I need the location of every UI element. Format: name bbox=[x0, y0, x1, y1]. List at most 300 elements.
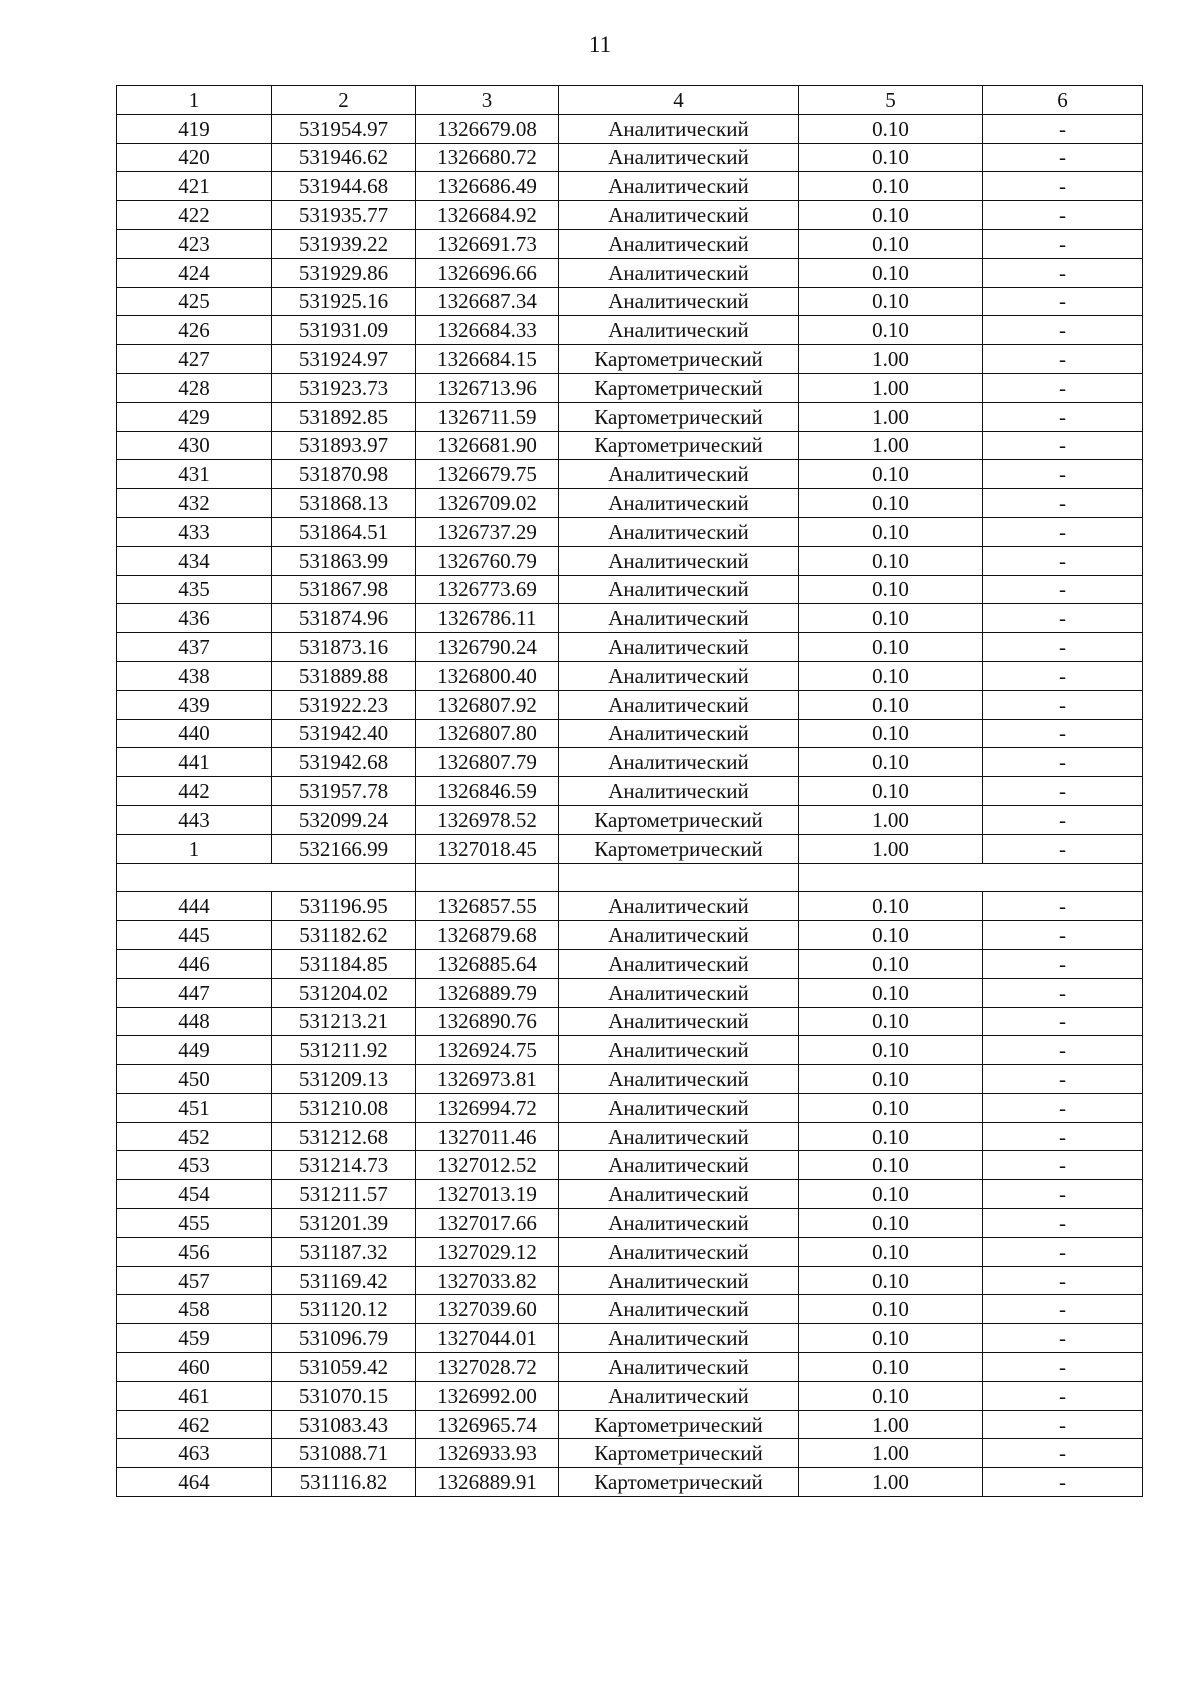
table-row bbox=[117, 575, 1143, 604]
table-row bbox=[117, 1237, 1143, 1266]
x-coordinate-cell: 531059.42 bbox=[272, 1353, 416, 1382]
y-coordinate-cell: 1327018.45 bbox=[416, 834, 559, 863]
x-coordinate-cell: 531204.02 bbox=[272, 978, 416, 1007]
accuracy-cell: 0.10 bbox=[799, 1151, 983, 1180]
table-row bbox=[117, 978, 1143, 1007]
table-row bbox=[117, 287, 1143, 316]
point-number-cell: 462 bbox=[117, 1410, 272, 1439]
column-header: 3 bbox=[416, 86, 559, 115]
y-coordinate-cell: 1327013.19 bbox=[416, 1180, 559, 1209]
accuracy-cell bbox=[799, 863, 983, 892]
y-coordinate-cell: 1326760.79 bbox=[416, 546, 559, 575]
method-cell: Картометрический bbox=[559, 431, 799, 460]
point-number-cell: 464 bbox=[117, 1468, 272, 1497]
method-cell: Аналитический bbox=[559, 719, 799, 748]
accuracy-cell: 0.10 bbox=[799, 661, 983, 690]
accuracy-cell: 1.00 bbox=[799, 834, 983, 863]
accuracy-cell: 0.10 bbox=[799, 201, 983, 230]
x-coordinate-cell: 532166.99 bbox=[272, 834, 416, 863]
accuracy-cell: 1.00 bbox=[799, 431, 983, 460]
x-coordinate-cell: 531212.68 bbox=[272, 1122, 416, 1151]
table-row bbox=[117, 1266, 1143, 1295]
x-coordinate-cell: 531929.86 bbox=[272, 258, 416, 287]
y-coordinate-cell: 1326786.11 bbox=[416, 604, 559, 633]
note-cell: - bbox=[983, 1180, 1143, 1209]
x-coordinate-cell: 531925.16 bbox=[272, 287, 416, 316]
point-number-cell: 458 bbox=[117, 1295, 272, 1324]
accuracy-cell: 0.10 bbox=[799, 633, 983, 662]
note-cell: - bbox=[983, 287, 1143, 316]
y-coordinate-cell: 1326807.92 bbox=[416, 690, 559, 719]
x-coordinate-cell: 531169.42 bbox=[272, 1266, 416, 1295]
accuracy-cell: 1.00 bbox=[799, 373, 983, 402]
accuracy-cell: 0.10 bbox=[799, 460, 983, 489]
y-coordinate-cell: 1326686.49 bbox=[416, 172, 559, 201]
y-coordinate-cell: 1326684.92 bbox=[416, 201, 559, 230]
point-number-cell: 452 bbox=[117, 1122, 272, 1151]
note-cell: - bbox=[983, 489, 1143, 518]
note-cell: - bbox=[983, 661, 1143, 690]
method-cell: Аналитический bbox=[559, 690, 799, 719]
accuracy-cell: 0.10 bbox=[799, 575, 983, 604]
y-coordinate-cell: 1327029.12 bbox=[416, 1237, 559, 1266]
note-cell: - bbox=[983, 1353, 1143, 1382]
y-coordinate-cell: 1326857.55 bbox=[416, 892, 559, 921]
method-cell: Аналитический bbox=[559, 1353, 799, 1382]
accuracy-cell: 0.10 bbox=[799, 719, 983, 748]
x-coordinate-cell: 531184.85 bbox=[272, 949, 416, 978]
table-row bbox=[117, 1439, 1143, 1468]
x-coordinate-cell: 531196.95 bbox=[272, 892, 416, 921]
x-coordinate-cell: 531182.62 bbox=[272, 921, 416, 950]
y-coordinate-cell: 1327011.46 bbox=[416, 1122, 559, 1151]
y-coordinate-cell: 1326679.08 bbox=[416, 114, 559, 143]
point-number-cell: 420 bbox=[117, 143, 272, 172]
y-coordinate-cell: 1326846.59 bbox=[416, 777, 559, 806]
table-row bbox=[117, 373, 1143, 402]
method-cell: Картометрический bbox=[559, 1410, 799, 1439]
note-cell: - bbox=[983, 373, 1143, 402]
note-cell: - bbox=[983, 1007, 1143, 1036]
table-row bbox=[117, 345, 1143, 374]
table-row bbox=[117, 258, 1143, 287]
point-number-cell: 430 bbox=[117, 431, 272, 460]
point-number-cell: 1 bbox=[117, 834, 272, 863]
x-coordinate-cell: 531214.73 bbox=[272, 1151, 416, 1180]
note-cell: - bbox=[983, 834, 1143, 863]
note-cell: - bbox=[983, 748, 1143, 777]
x-coordinate-cell: 531946.62 bbox=[272, 143, 416, 172]
point-number-cell: 422 bbox=[117, 201, 272, 230]
note-cell: - bbox=[983, 517, 1143, 546]
y-coordinate-cell: 1326713.96 bbox=[416, 373, 559, 402]
table-row bbox=[117, 1007, 1143, 1036]
note-cell: - bbox=[983, 1381, 1143, 1410]
y-coordinate-cell: 1326790.24 bbox=[416, 633, 559, 662]
y-coordinate-cell: 1326924.75 bbox=[416, 1036, 559, 1065]
table-row bbox=[117, 431, 1143, 460]
y-coordinate-cell: 1326737.29 bbox=[416, 517, 559, 546]
accuracy-cell: 0.10 bbox=[799, 172, 983, 201]
y-coordinate-cell: 1326978.52 bbox=[416, 805, 559, 834]
x-coordinate-cell: 531942.68 bbox=[272, 748, 416, 777]
x-coordinate-cell: 531863.99 bbox=[272, 546, 416, 575]
point-number-cell: 446 bbox=[117, 949, 272, 978]
table-row bbox=[117, 604, 1143, 633]
point-number-cell: 443 bbox=[117, 805, 272, 834]
note-cell: - bbox=[983, 316, 1143, 345]
table-header-row bbox=[117, 86, 1143, 115]
table-row bbox=[117, 1324, 1143, 1353]
accuracy-cell: 0.10 bbox=[799, 114, 983, 143]
method-cell: Аналитический bbox=[559, 287, 799, 316]
table-row bbox=[117, 1151, 1143, 1180]
point-number-cell: 436 bbox=[117, 604, 272, 633]
column-header: 5 bbox=[799, 86, 983, 115]
point-number-cell: 450 bbox=[117, 1065, 272, 1094]
x-coordinate-cell: 531923.73 bbox=[272, 373, 416, 402]
note-cell: - bbox=[983, 114, 1143, 143]
note-cell: - bbox=[983, 1151, 1143, 1180]
method-cell: Аналитический bbox=[559, 316, 799, 345]
point-number-cell: 455 bbox=[117, 1209, 272, 1238]
accuracy-cell: 0.10 bbox=[799, 1209, 983, 1238]
method-cell: Аналитический bbox=[559, 949, 799, 978]
point-number-cell: 433 bbox=[117, 517, 272, 546]
point-number-cell: 448 bbox=[117, 1007, 272, 1036]
table-row bbox=[117, 834, 1143, 863]
point-number-cell: 444 bbox=[117, 892, 272, 921]
note-cell: - bbox=[983, 1266, 1143, 1295]
method-cell: Аналитический bbox=[559, 1266, 799, 1295]
x-coordinate-cell: 531209.13 bbox=[272, 1065, 416, 1094]
note-cell: - bbox=[983, 1209, 1143, 1238]
method-cell: Аналитический bbox=[559, 546, 799, 575]
x-coordinate-cell: 531070.15 bbox=[272, 1381, 416, 1410]
accuracy-cell: 0.10 bbox=[799, 546, 983, 575]
method-cell: Аналитический bbox=[559, 143, 799, 172]
note-cell: - bbox=[983, 1439, 1143, 1468]
x-coordinate-cell: 531944.68 bbox=[272, 172, 416, 201]
method-cell: Аналитический bbox=[559, 604, 799, 633]
column-header: 2 bbox=[272, 86, 416, 115]
table-row bbox=[117, 460, 1143, 489]
accuracy-cell: 0.10 bbox=[799, 892, 983, 921]
note-cell: - bbox=[983, 402, 1143, 431]
x-coordinate-cell: 531874.96 bbox=[272, 604, 416, 633]
y-coordinate-cell: 1326965.74 bbox=[416, 1410, 559, 1439]
point-number-cell: 453 bbox=[117, 1151, 272, 1180]
table-row bbox=[117, 949, 1143, 978]
y-coordinate-cell: 1327044.01 bbox=[416, 1324, 559, 1353]
y-coordinate-cell: 1326890.76 bbox=[416, 1007, 559, 1036]
note-cell: - bbox=[983, 777, 1143, 806]
point-number-cell: 456 bbox=[117, 1237, 272, 1266]
accuracy-cell: 1.00 bbox=[799, 1439, 983, 1468]
point-number-cell: 428 bbox=[117, 373, 272, 402]
x-coordinate-cell: 531892.85 bbox=[272, 402, 416, 431]
note-cell: - bbox=[983, 258, 1143, 287]
y-coordinate-cell: 1326773.69 bbox=[416, 575, 559, 604]
point-number-cell: 429 bbox=[117, 402, 272, 431]
note-cell: - bbox=[983, 172, 1143, 201]
accuracy-cell: 0.10 bbox=[799, 748, 983, 777]
x-coordinate-cell: 531187.32 bbox=[272, 1237, 416, 1266]
point-number-cell: 423 bbox=[117, 229, 272, 258]
accuracy-cell: 0.10 bbox=[799, 1381, 983, 1410]
method-cell: Аналитический bbox=[559, 748, 799, 777]
method-cell: Аналитический bbox=[559, 172, 799, 201]
accuracy-cell: 0.10 bbox=[799, 1122, 983, 1151]
accuracy-cell: 1.00 bbox=[799, 345, 983, 374]
point-number-cell: 445 bbox=[117, 921, 272, 950]
accuracy-cell: 0.10 bbox=[799, 143, 983, 172]
accuracy-cell: 0.10 bbox=[799, 1065, 983, 1094]
method-cell: Аналитический bbox=[559, 892, 799, 921]
table-row bbox=[117, 1295, 1143, 1324]
accuracy-cell: 0.10 bbox=[799, 258, 983, 287]
point-number-cell: 461 bbox=[117, 1381, 272, 1410]
point-number-cell bbox=[117, 863, 272, 892]
note-cell: - bbox=[983, 431, 1143, 460]
x-coordinate-cell: 531116.82 bbox=[272, 1468, 416, 1497]
x-coordinate-cell: 531211.92 bbox=[272, 1036, 416, 1065]
table-row bbox=[117, 1209, 1143, 1238]
method-cell: Аналитический bbox=[559, 1180, 799, 1209]
point-number-cell: 439 bbox=[117, 690, 272, 719]
method-cell: Аналитический bbox=[559, 633, 799, 662]
accuracy-cell: 0.10 bbox=[799, 604, 983, 633]
page-number: 11 bbox=[588, 32, 612, 57]
accuracy-cell: 0.10 bbox=[799, 1295, 983, 1324]
point-number-cell: 463 bbox=[117, 1439, 272, 1468]
x-coordinate-cell: 531088.71 bbox=[272, 1439, 416, 1468]
x-coordinate-cell: 531935.77 bbox=[272, 201, 416, 230]
method-cell: Аналитический bbox=[559, 1324, 799, 1353]
accuracy-cell: 0.10 bbox=[799, 229, 983, 258]
accuracy-cell: 0.10 bbox=[799, 489, 983, 518]
accuracy-cell: 1.00 bbox=[799, 805, 983, 834]
y-coordinate-cell: 1326680.72 bbox=[416, 143, 559, 172]
method-cell: Аналитический bbox=[559, 489, 799, 518]
accuracy-cell: 0.10 bbox=[799, 1353, 983, 1382]
method-cell: Аналитический bbox=[559, 114, 799, 143]
table-row bbox=[117, 690, 1143, 719]
note-cell: - bbox=[983, 1122, 1143, 1151]
table-row bbox=[117, 1122, 1143, 1151]
y-coordinate-cell: 1326711.59 bbox=[416, 402, 559, 431]
note-cell: - bbox=[983, 690, 1143, 719]
note-cell: - bbox=[983, 575, 1143, 604]
note-cell: - bbox=[983, 921, 1143, 950]
x-coordinate-cell: 531942.40 bbox=[272, 719, 416, 748]
x-coordinate-cell: 531893.97 bbox=[272, 431, 416, 460]
y-coordinate-cell: 1326807.79 bbox=[416, 748, 559, 777]
table-row bbox=[117, 1093, 1143, 1122]
point-number-cell: 434 bbox=[117, 546, 272, 575]
point-number-cell: 457 bbox=[117, 1266, 272, 1295]
note-cell: - bbox=[983, 892, 1143, 921]
column-header: 4 bbox=[559, 86, 799, 115]
y-coordinate-cell: 1326709.02 bbox=[416, 489, 559, 518]
table-row bbox=[117, 143, 1143, 172]
y-coordinate-cell: 1327039.60 bbox=[416, 1295, 559, 1324]
table-row bbox=[117, 1065, 1143, 1094]
point-number-cell: 421 bbox=[117, 172, 272, 201]
y-coordinate-cell: 1326885.64 bbox=[416, 949, 559, 978]
note-cell: - bbox=[983, 1237, 1143, 1266]
accuracy-cell: 0.10 bbox=[799, 921, 983, 950]
accuracy-cell: 0.10 bbox=[799, 1324, 983, 1353]
table-row bbox=[117, 402, 1143, 431]
table-body bbox=[117, 114, 1143, 1496]
method-cell: Аналитический bbox=[559, 661, 799, 690]
table-row bbox=[117, 316, 1143, 345]
point-number-cell: 451 bbox=[117, 1093, 272, 1122]
x-coordinate-cell: 531939.22 bbox=[272, 229, 416, 258]
point-number-cell: 460 bbox=[117, 1353, 272, 1382]
note-cell: - bbox=[983, 201, 1143, 230]
note-cell: - bbox=[983, 1065, 1143, 1094]
x-coordinate-cell: 531211.57 bbox=[272, 1180, 416, 1209]
method-cell: Аналитический bbox=[559, 1065, 799, 1094]
method-cell: Аналитический bbox=[559, 575, 799, 604]
y-coordinate-cell: 1326994.72 bbox=[416, 1093, 559, 1122]
method-cell: Аналитический bbox=[559, 258, 799, 287]
point-number-cell: 447 bbox=[117, 978, 272, 1007]
accuracy-cell: 0.10 bbox=[799, 1093, 983, 1122]
accuracy-cell: 0.10 bbox=[799, 1036, 983, 1065]
y-coordinate-cell: 1326973.81 bbox=[416, 1065, 559, 1094]
table-row bbox=[117, 805, 1143, 834]
note-cell: - bbox=[983, 546, 1143, 575]
point-number-cell: 432 bbox=[117, 489, 272, 518]
x-coordinate-cell: 532099.24 bbox=[272, 805, 416, 834]
y-coordinate-cell: 1327012.52 bbox=[416, 1151, 559, 1180]
coordinates-table bbox=[116, 85, 1143, 1497]
table-row bbox=[117, 114, 1143, 143]
method-cell: Картометрический bbox=[559, 373, 799, 402]
y-coordinate-cell: 1327017.66 bbox=[416, 1209, 559, 1238]
table-row bbox=[117, 661, 1143, 690]
table-row bbox=[117, 201, 1143, 230]
x-coordinate-cell: 531210.08 bbox=[272, 1093, 416, 1122]
note-cell: - bbox=[983, 460, 1143, 489]
method-cell: Картометрический bbox=[559, 1439, 799, 1468]
table-row bbox=[117, 1468, 1143, 1497]
method-cell: Аналитический bbox=[559, 460, 799, 489]
x-coordinate-cell: 531120.12 bbox=[272, 1295, 416, 1324]
table-row bbox=[117, 633, 1143, 662]
accuracy-cell: 0.10 bbox=[799, 690, 983, 719]
accuracy-cell: 0.10 bbox=[799, 517, 983, 546]
x-coordinate-cell: 531083.43 bbox=[272, 1410, 416, 1439]
note-cell: - bbox=[983, 719, 1143, 748]
x-coordinate-cell: 531873.16 bbox=[272, 633, 416, 662]
table-spacer-row bbox=[117, 863, 1143, 892]
method-cell: Аналитический bbox=[559, 1237, 799, 1266]
note-cell: - bbox=[983, 1295, 1143, 1324]
table-row bbox=[117, 777, 1143, 806]
note-cell: - bbox=[983, 345, 1143, 374]
note-cell: - bbox=[983, 143, 1143, 172]
note-cell: - bbox=[983, 229, 1143, 258]
x-coordinate-cell bbox=[272, 863, 416, 892]
point-number-cell: 442 bbox=[117, 777, 272, 806]
method-cell: Картометрический bbox=[559, 805, 799, 834]
accuracy-cell: 0.10 bbox=[799, 316, 983, 345]
y-coordinate-cell: 1326691.73 bbox=[416, 229, 559, 258]
table-row bbox=[117, 1410, 1143, 1439]
note-cell: - bbox=[983, 805, 1143, 834]
y-coordinate-cell: 1326933.93 bbox=[416, 1439, 559, 1468]
method-cell: Аналитический bbox=[559, 517, 799, 546]
note-cell: - bbox=[983, 1410, 1143, 1439]
accuracy-cell: 0.10 bbox=[799, 1180, 983, 1209]
x-coordinate-cell: 531867.98 bbox=[272, 575, 416, 604]
y-coordinate-cell: 1326889.91 bbox=[416, 1468, 559, 1497]
accuracy-cell: 0.10 bbox=[799, 777, 983, 806]
method-cell: Картометрический bbox=[559, 402, 799, 431]
accuracy-cell: 0.10 bbox=[799, 949, 983, 978]
y-coordinate-cell: 1327028.72 bbox=[416, 1353, 559, 1382]
y-coordinate-cell: 1326889.79 bbox=[416, 978, 559, 1007]
x-coordinate-cell: 531868.13 bbox=[272, 489, 416, 518]
x-coordinate-cell: 531924.97 bbox=[272, 345, 416, 374]
method-cell: Аналитический bbox=[559, 1093, 799, 1122]
note-cell: - bbox=[983, 978, 1143, 1007]
accuracy-cell: 0.10 bbox=[799, 1266, 983, 1295]
note-cell: - bbox=[983, 949, 1143, 978]
method-cell: Аналитический bbox=[559, 1209, 799, 1238]
point-number-cell: 438 bbox=[117, 661, 272, 690]
point-number-cell: 419 bbox=[117, 114, 272, 143]
accuracy-cell: 0.10 bbox=[799, 287, 983, 316]
point-number-cell: 440 bbox=[117, 719, 272, 748]
method-cell: Аналитический bbox=[559, 1122, 799, 1151]
method-cell: Аналитический bbox=[559, 229, 799, 258]
y-coordinate-cell: 1326807.80 bbox=[416, 719, 559, 748]
table-row bbox=[117, 489, 1143, 518]
note-cell: - bbox=[983, 1093, 1143, 1122]
table-row bbox=[117, 229, 1143, 258]
note-cell: - bbox=[983, 1036, 1143, 1065]
y-coordinate-cell: 1326879.68 bbox=[416, 921, 559, 950]
x-coordinate-cell: 531201.39 bbox=[272, 1209, 416, 1238]
y-coordinate-cell: 1327033.82 bbox=[416, 1266, 559, 1295]
x-coordinate-cell: 531870.98 bbox=[272, 460, 416, 489]
x-coordinate-cell: 531889.88 bbox=[272, 661, 416, 690]
method-cell: Аналитический bbox=[559, 1151, 799, 1180]
point-number-cell: 431 bbox=[117, 460, 272, 489]
point-number-cell: 424 bbox=[117, 258, 272, 287]
point-number-cell: 437 bbox=[117, 633, 272, 662]
y-coordinate-cell: 1326681.90 bbox=[416, 431, 559, 460]
point-number-cell: 459 bbox=[117, 1324, 272, 1353]
method-cell: Аналитический bbox=[559, 777, 799, 806]
note-cell: - bbox=[983, 633, 1143, 662]
table-row bbox=[117, 546, 1143, 575]
x-coordinate-cell: 531954.97 bbox=[272, 114, 416, 143]
method-cell: Аналитический bbox=[559, 921, 799, 950]
table-row bbox=[117, 1381, 1143, 1410]
note-cell: - bbox=[983, 604, 1143, 633]
table-row bbox=[117, 172, 1143, 201]
point-number-cell: 426 bbox=[117, 316, 272, 345]
note-cell bbox=[983, 863, 1143, 892]
accuracy-cell: 1.00 bbox=[799, 402, 983, 431]
y-coordinate-cell: 1326687.34 bbox=[416, 287, 559, 316]
